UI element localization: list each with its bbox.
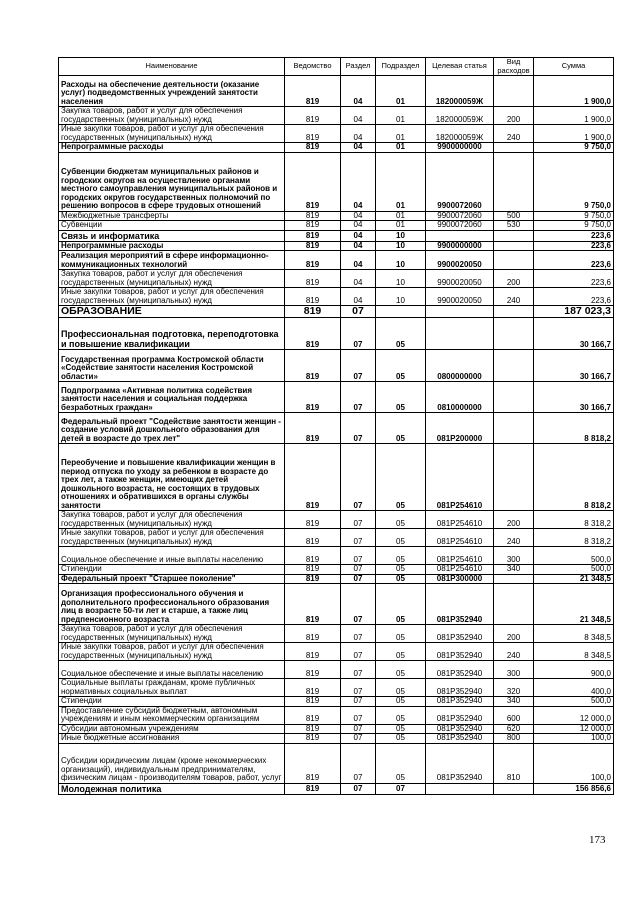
cell-dept: 819 [285,318,341,350]
cell-subsection: 01 [376,125,426,143]
cell-subsection: 05 [376,734,426,744]
table-row [59,318,614,350]
cell-target: 182000059Ж [426,76,494,107]
cell-sum: 500,0 [534,697,614,707]
cell-subsection: 05 [376,697,426,707]
cell-sum: 223,6 [534,270,614,288]
table-row [59,143,614,153]
cell-dept: 819 [285,288,341,306]
cell-kind: 600 [494,706,534,724]
cell-kind [494,444,534,511]
cell-target: 081P352940 [426,743,494,783]
column-header: Целевая статья [426,58,494,76]
cell-sum: 223,6 [534,230,614,241]
cell-name: Связь и информатика [59,230,285,241]
cell-kind [494,251,534,270]
cell-kind [494,306,534,318]
cell-name: Федеральный проект "Содействие занятости женщин - создание условий дошкольного образования для детей в возрасте до трех лет" [59,413,285,444]
cell-kind: 340 [494,697,534,707]
cell-section: 07 [341,724,376,734]
table-row [59,350,614,382]
cell-name: Стипендии [59,565,285,575]
cell-target: 9900072060 [426,152,494,211]
cell-section: 04 [341,270,376,288]
cell-dept: 819 [285,241,341,251]
cell-section: 04 [341,152,376,211]
table-row [59,125,614,143]
table-row [59,643,614,661]
cell-target: 081P254610 [426,547,494,565]
cell-section: 07 [341,706,376,724]
cell-target: 9900072060 [426,211,494,221]
cell-dept: 819 [285,547,341,565]
cell-name: Иные закупки товаров, работ и услуг для обеспечения государственных (муниципальных) нужд [59,529,285,547]
cell-section: 07 [341,584,376,625]
cell-name: Закупка товаров, работ и услуг для обеспечения государственных (муниципальных) нужд [59,107,285,125]
cell-subsection: 05 [376,382,426,413]
cell-target: 081P352940 [426,724,494,734]
cell-sum: 8 318,2 [534,529,614,547]
cell-target: 081P352940 [426,734,494,744]
cell-name: Иные закупки товаров, работ и услуг для обеспечения государственных (муниципальных) нужд [59,288,285,306]
table-row [59,152,614,211]
cell-dept: 819 [285,625,341,643]
table-row [59,679,614,697]
cell-subsection: 10 [376,241,426,251]
table-row [59,783,614,794]
cell-name: Государственная программа Костромской области «Содействие занятости населения Костромской области» [59,350,285,382]
cell-kind [494,584,534,625]
cell-section: 07 [341,413,376,444]
cell-target: 081P352940 [426,661,494,679]
cell-subsection: 10 [376,230,426,241]
table-row [59,211,614,221]
cell-name: Молодежная политика [59,783,285,794]
cell-sum: 1 900,0 [534,76,614,107]
cell-subsection: 05 [376,547,426,565]
cell-sum: 21 348,5 [534,574,614,584]
column-header: Наименование [59,58,285,76]
column-header: Вид расходов [494,58,534,76]
cell-target [426,306,494,318]
table-row [59,743,614,783]
cell-sum: 9 750,0 [534,152,614,211]
cell-kind: 800 [494,734,534,744]
cell-kind [494,143,534,153]
cell-name: Предоставление субсидий бюджетным, автономным учреждениям и иным некоммерческим организациям [59,706,285,724]
column-header: Ведомство [285,58,341,76]
cell-kind: 320 [494,679,534,697]
cell-target: 9900020050 [426,288,494,306]
cell-name: Субсидии юридическим лицам (кроме некоммерческих организаций), индивидуальным предпринимателям, физическим лицам - производителям товаров, работ, услуг [59,743,285,783]
cell-dept: 819 [285,565,341,575]
table-row [59,444,614,511]
cell-section: 07 [341,565,376,575]
cell-sum: 500,0 [534,565,614,575]
cell-kind [494,152,534,211]
cell-sum: 156 856,6 [534,783,614,794]
cell-name: ОБРАЗОВАНИЕ [59,306,285,318]
cell-subsection: 05 [376,679,426,697]
cell-sum: 9 750,0 [534,221,614,231]
cell-kind [494,241,534,251]
cell-target: 081P200000 [426,413,494,444]
cell-sum: 223,6 [534,288,614,306]
cell-subsection: 05 [376,661,426,679]
cell-sum: 500,0 [534,547,614,565]
table-row [59,107,614,125]
cell-subsection: 05 [376,625,426,643]
cell-sum: 21 348,5 [534,584,614,625]
cell-kind: 200 [494,511,534,529]
cell-target: 182000059Ж [426,125,494,143]
cell-section: 07 [341,734,376,744]
cell-sum: 8 818,2 [534,413,614,444]
table-row [59,574,614,584]
cell-name: Закупка товаров, работ и услуг для обеспечения государственных (муниципальных) нужд [59,625,285,643]
cell-section: 07 [341,318,376,350]
cell-name: Подпрограмма «Активная политика содействия занятости населения и социальная поддержка безработных граждан» [59,382,285,413]
cell-subsection: 01 [376,143,426,153]
cell-dept: 819 [285,783,341,794]
cell-target: 081P352940 [426,706,494,724]
cell-kind [494,783,534,794]
cell-sum: 8 318,2 [534,511,614,529]
cell-name: Иные закупки товаров, работ и услуг для обеспечения государственных (муниципальных) нужд [59,643,285,661]
cell-dept: 819 [285,306,341,318]
cell-section: 04 [341,125,376,143]
cell-dept: 819 [285,444,341,511]
cell-target: 081P352940 [426,643,494,661]
cell-name: Непрограммные расходы [59,241,285,251]
cell-subsection: 05 [376,318,426,350]
cell-section: 07 [341,743,376,783]
cell-target: 081P254610 [426,444,494,511]
cell-section: 04 [341,211,376,221]
cell-name: Профессиональная подготовка, переподготовка и повышение квалификации [59,318,285,350]
cell-kind: 200 [494,270,534,288]
cell-sum: 30 166,7 [534,318,614,350]
cell-sum: 30 166,7 [534,350,614,382]
cell-subsection: 05 [376,584,426,625]
cell-subsection: 10 [376,288,426,306]
table-header-row [59,58,614,76]
cell-sum: 9 750,0 [534,211,614,221]
cell-dept: 819 [285,270,341,288]
cell-subsection: 05 [376,511,426,529]
cell-name: Межбюджетные трансферты [59,211,285,221]
cell-sum: 12 000,0 [534,706,614,724]
cell-target: 0810000000 [426,382,494,413]
cell-subsection: 01 [376,221,426,231]
cell-name: Организация профессионального обучения и дополнительного профессионального образования лиц в возрасте 50-ти лет и старше, а также лиц предпенсионного возраста [59,584,285,625]
cell-sum: 12 000,0 [534,724,614,734]
table-row [59,288,614,306]
table-row [59,270,614,288]
cell-subsection: 01 [376,211,426,221]
cell-sum: 1 900,0 [534,107,614,125]
cell-section: 04 [341,107,376,125]
cell-section: 04 [341,230,376,241]
table-row [59,221,614,231]
cell-name: Иные закупки товаров, работ и услуг для обеспечения государственных (муниципальных) нужд [59,125,285,143]
table-row [59,251,614,270]
cell-section: 07 [341,382,376,413]
table-row [59,734,614,744]
cell-sum: 187 023,3 [534,306,614,318]
cell-kind: 200 [494,107,534,125]
cell-sum: 1 900,0 [534,125,614,143]
cell-section: 07 [341,574,376,584]
cell-subsection: 05 [376,565,426,575]
cell-target: 9900072060 [426,221,494,231]
cell-target: 9900000000 [426,241,494,251]
cell-subsection: 07 [376,783,426,794]
cell-kind: 240 [494,125,534,143]
cell-section: 07 [341,643,376,661]
cell-sum: 8 348,5 [534,625,614,643]
table-row [59,625,614,643]
page-number: 173 [589,834,606,846]
cell-subsection: 10 [376,270,426,288]
cell-section: 04 [341,76,376,107]
table-row [59,724,614,734]
cell-target [426,230,494,241]
table-row [59,511,614,529]
cell-dept: 819 [285,697,341,707]
table-row [59,547,614,565]
cell-name: Непрограммные расходы [59,143,285,153]
cell-section: 07 [341,625,376,643]
cell-dept: 819 [285,734,341,744]
cell-subsection: 05 [376,724,426,734]
cell-subsection: 05 [376,413,426,444]
cell-dept: 819 [285,152,341,211]
cell-dept: 819 [285,724,341,734]
cell-target [426,318,494,350]
cell-sum: 30 166,7 [534,382,614,413]
cell-target: 081P352940 [426,679,494,697]
cell-dept: 819 [285,143,341,153]
table-row [59,306,614,318]
cell-dept: 819 [285,706,341,724]
cell-subsection: 05 [376,706,426,724]
cell-target: 9900000000 [426,143,494,153]
cell-target: 081P254610 [426,529,494,547]
cell-section: 04 [341,288,376,306]
cell-kind [494,350,534,382]
cell-dept: 819 [285,643,341,661]
cell-section: 07 [341,661,376,679]
cell-target: 9900020050 [426,251,494,270]
table-row [59,413,614,444]
cell-subsection: 05 [376,350,426,382]
cell-target: 9900020050 [426,270,494,288]
cell-kind [494,76,534,107]
cell-sum: 900,0 [534,661,614,679]
cell-name: Расходы на обеспечение деятельности (оказание услуг) подведомственных учреждений занятости населения [59,76,285,107]
cell-subsection: 05 [376,529,426,547]
cell-kind [494,382,534,413]
cell-subsection: 01 [376,152,426,211]
cell-name: Субсидии автономным учреждениям [59,724,285,734]
cell-target: 081P352940 [426,625,494,643]
column-header: Подраздел [376,58,426,76]
cell-kind [494,230,534,241]
cell-name: Субвенции [59,221,285,231]
cell-dept: 819 [285,574,341,584]
cell-target [426,783,494,794]
table-row [59,565,614,575]
cell-kind [494,574,534,584]
table-row [59,706,614,724]
cell-dept: 819 [285,511,341,529]
cell-subsection: 10 [376,251,426,270]
cell-dept: 819 [285,743,341,783]
cell-name: Иные бюджетные ассигнования [59,734,285,744]
cell-section: 07 [341,547,376,565]
table-row [59,529,614,547]
cell-section: 04 [341,143,376,153]
table-body [59,76,614,795]
cell-subsection: 05 [376,444,426,511]
cell-dept: 819 [285,211,341,221]
table-row [59,76,614,107]
table-row [59,584,614,625]
cell-dept: 819 [285,584,341,625]
cell-dept: 819 [285,125,341,143]
cell-kind: 620 [494,724,534,734]
cell-sum: 223,6 [534,251,614,270]
cell-sum: 100,0 [534,734,614,744]
cell-name: Федеральный проект "Старшее поколение" [59,574,285,584]
cell-target: 182000059Ж [426,107,494,125]
cell-target: 081P352940 [426,697,494,707]
cell-dept: 819 [285,76,341,107]
cell-kind [494,413,534,444]
column-header: Раздел [341,58,376,76]
table-row [59,661,614,679]
cell-subsection: 05 [376,643,426,661]
cell-sum: 223,6 [534,241,614,251]
cell-kind [494,318,534,350]
cell-name: Закупка товаров, работ и услуг для обеспечения государственных (муниципальных) нужд [59,270,285,288]
cell-sum: 100,0 [534,743,614,783]
cell-sum: 8 818,2 [534,444,614,511]
cell-sum: 400,0 [534,679,614,697]
cell-name: Реализация мероприятий в сфере информационно-коммуникационных технологий [59,251,285,270]
table-row [59,697,614,707]
cell-kind: 500 [494,211,534,221]
cell-kind: 340 [494,565,534,575]
cell-section: 07 [341,350,376,382]
cell-section: 07 [341,444,376,511]
cell-section: 07 [341,306,376,318]
cell-kind: 200 [494,625,534,643]
table-row [59,241,614,251]
cell-kind: 240 [494,288,534,306]
cell-name: Субвенции бюджетам муниципальных районов и городских округов на осуществление органами местного самоуправления муниципальных районов и городских округов государственных полномочий по решению вопросов в сфере трудовых отношений [59,152,285,211]
cell-name: Социальное обеспечение и иные выплаты населению [59,661,285,679]
cell-kind: 810 [494,743,534,783]
cell-subsection: 05 [376,574,426,584]
cell-section: 04 [341,241,376,251]
cell-kind: 240 [494,529,534,547]
cell-kind: 300 [494,547,534,565]
cell-sum: 9 750,0 [534,143,614,153]
cell-section: 07 [341,679,376,697]
cell-name: Социальные выплаты гражданам, кроме публичных нормативных социальных выплат [59,679,285,697]
cell-name: Переобучение и повышение квалификации женщин в период отпуска по уходу за ребенком в возрасте до трех лет, а также женщин, имеющих детей дошкольного возраста, не состоящих в трудовых отношениях и обратившихся в органы службы занятости [59,444,285,511]
cell-dept: 819 [285,529,341,547]
cell-subsection: 05 [376,743,426,783]
cell-section: 07 [341,511,376,529]
cell-target: 081P254610 [426,511,494,529]
cell-kind: 530 [494,221,534,231]
cell-target: 081P300000 [426,574,494,584]
cell-section: 07 [341,529,376,547]
cell-dept: 819 [285,251,341,270]
cell-dept: 819 [285,679,341,697]
cell-dept: 819 [285,413,341,444]
cell-subsection [376,306,426,318]
cell-section: 04 [341,251,376,270]
cell-name: Закупка товаров, работ и услуг для обеспечения государственных (муниципальных) нужд [59,511,285,529]
cell-name: Социальное обеспечение и иные выплаты населению [59,547,285,565]
cell-dept: 819 [285,107,341,125]
table-row [59,230,614,241]
cell-target: 081P352940 [426,584,494,625]
cell-section: 04 [341,221,376,231]
cell-kind: 300 [494,661,534,679]
cell-dept: 819 [285,221,341,231]
cell-kind: 240 [494,643,534,661]
budget-table [58,57,614,795]
table-row [59,382,614,413]
cell-name: Стипендии [59,697,285,707]
column-header: Сумма [534,58,614,76]
cell-dept: 819 [285,230,341,241]
cell-target: 0800000000 [426,350,494,382]
cell-dept: 819 [285,382,341,413]
cell-section: 07 [341,697,376,707]
cell-target: 081P254610 [426,565,494,575]
cell-section: 07 [341,783,376,794]
cell-dept: 819 [285,350,341,382]
cell-sum: 8 348,5 [534,643,614,661]
cell-subsection: 01 [376,76,426,107]
cell-subsection: 01 [376,107,426,125]
cell-dept: 819 [285,661,341,679]
